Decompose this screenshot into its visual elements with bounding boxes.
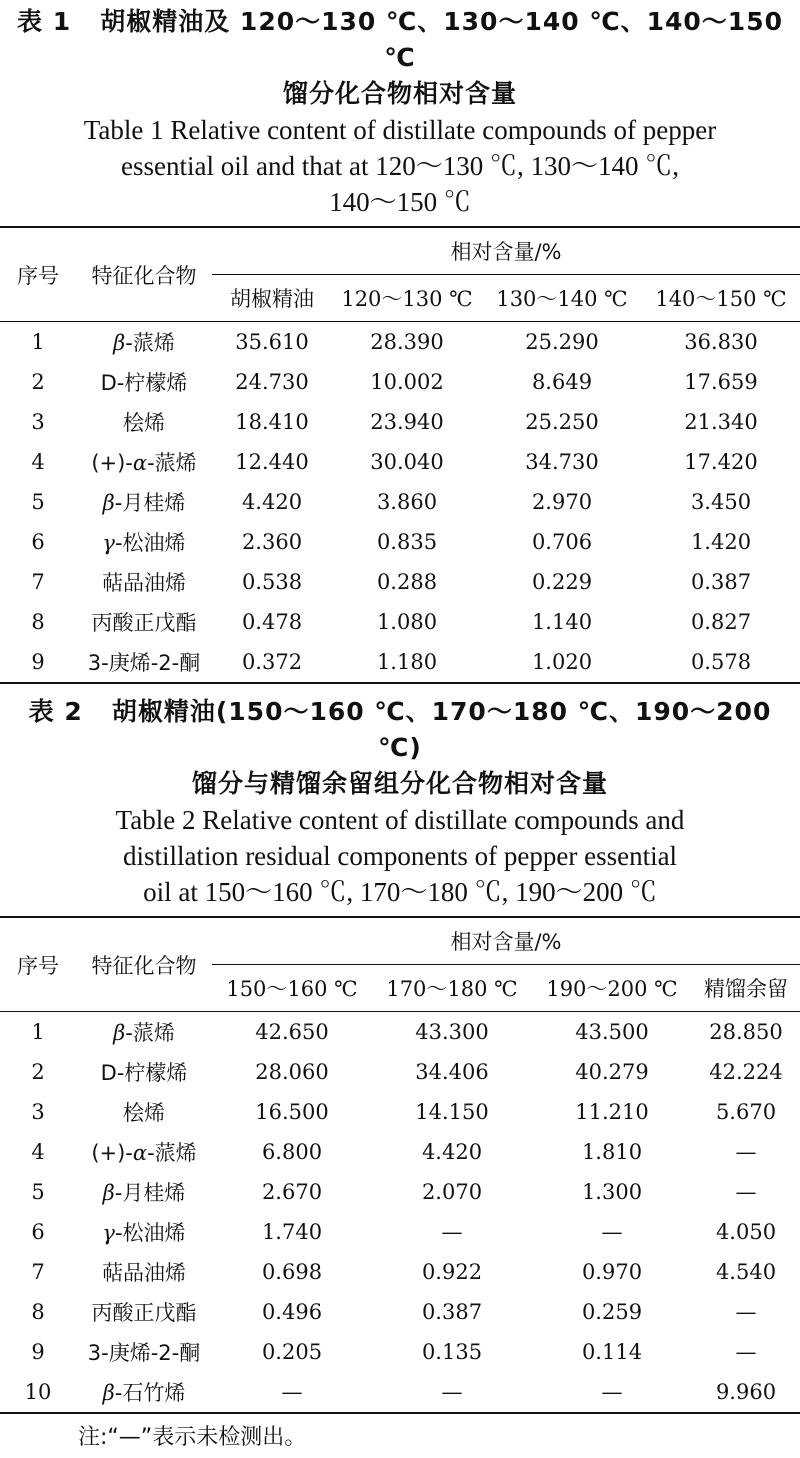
value-cell: 18.410: [235, 410, 309, 434]
value-cell: 11.210: [575, 1100, 649, 1124]
compound-name: β-月桂烯: [102, 1181, 186, 1205]
table1-header-group: 相对含量/%: [212, 227, 800, 275]
value-cell: 0.288: [376, 570, 438, 594]
row-number: 5: [31, 1180, 45, 1204]
row-number: 1: [31, 330, 45, 354]
compound-name: 萜品油烯: [102, 571, 186, 595]
table2-col-header: 150～160 ℃: [212, 965, 372, 1012]
table-row: [0, 1012, 800, 1053]
value-cell: 21.340: [684, 410, 758, 434]
table-row: [0, 1092, 800, 1132]
value-cell: 1.180: [332, 642, 482, 683]
value-cell: 34.406: [415, 1060, 489, 1084]
value-cell: 4.420: [241, 490, 303, 514]
table-row: [0, 1172, 800, 1212]
table-row: [0, 1132, 800, 1172]
row-number: 2: [31, 1060, 45, 1084]
value-cell: 1.740: [261, 1220, 323, 1244]
table-row: [0, 1332, 800, 1372]
value-cell: —: [735, 1180, 757, 1204]
compound-name: 3-庚烯-2-酮: [76, 642, 212, 683]
table-row: [0, 402, 800, 442]
value-cell: 0.835: [376, 530, 438, 554]
table2: [0, 916, 800, 1414]
compound-name: (+)-α-蒎烯: [91, 1141, 197, 1165]
value-cell: 0.698: [261, 1260, 323, 1284]
value-cell: 17.420: [684, 450, 758, 474]
value-cell: 43.300: [415, 1020, 489, 1044]
table1-col-header: 130～140 ℃: [482, 275, 642, 322]
value-cell: 2.970: [531, 490, 593, 514]
table2-caption-en-line2: distillation residual components of pepper essential: [122, 841, 678, 871]
value-cell: —: [372, 1372, 532, 1413]
value-cell: 0.706: [531, 530, 593, 554]
value-cell: 14.150: [415, 1100, 489, 1124]
table1-col-header: 140～150 ℃: [642, 275, 800, 322]
compound-name: 丙酸正戊酯: [91, 1301, 197, 1325]
table1-title-zh: 胡椒精油及 120～130 ℃、130～140 ℃、140～150 ℃: [100, 7, 783, 72]
value-cell: 42.650: [255, 1020, 329, 1044]
value-cell: 0.922: [421, 1260, 483, 1284]
value-cell: 36.830: [684, 330, 758, 354]
value-cell: 1.810: [581, 1140, 643, 1164]
row-number: 3: [31, 1100, 45, 1124]
value-cell: 3.860: [376, 490, 438, 514]
value-cell: —: [532, 1372, 692, 1413]
row-number: 8: [31, 610, 45, 634]
value-cell: 5.670: [715, 1100, 777, 1124]
value-cell: 0.578: [642, 642, 800, 683]
value-cell: 0.827: [690, 610, 752, 634]
value-cell: —: [212, 1372, 372, 1413]
value-cell: 10.002: [370, 370, 444, 394]
value-cell: 40.279: [575, 1060, 649, 1084]
table2-header-group: 相对含量/%: [212, 917, 800, 965]
value-cell: 17.659: [684, 370, 758, 394]
compound-name: β-石竹烯: [76, 1372, 212, 1413]
value-cell: 3.450: [690, 490, 752, 514]
table2-col-header: 精馏余留: [692, 965, 800, 1012]
table-row: [0, 642, 800, 683]
table1-col-header: 120～130 ℃: [332, 275, 482, 322]
compound-name: 桧烯: [123, 1101, 165, 1125]
table1-caption: [0, 0, 800, 220]
table2-title-zh: 胡椒精油(150～160 ℃、170～180 ℃、190～200 ℃): [111, 697, 772, 762]
value-cell: 4.050: [715, 1220, 777, 1244]
value-cell: 25.250: [525, 410, 599, 434]
value-cell: 0.538: [241, 570, 303, 594]
compound-name: β-月桂烯: [102, 491, 186, 515]
row-number: 7: [31, 570, 45, 594]
value-cell: 28.850: [709, 1020, 783, 1044]
value-cell: 9.960: [692, 1372, 800, 1413]
value-cell: 8.649: [531, 370, 593, 394]
row-number: 1: [31, 1020, 45, 1044]
value-cell: 34.730: [525, 450, 599, 474]
compound-name: 3-庚烯-2-酮: [87, 1341, 201, 1365]
value-cell: 2.670: [261, 1180, 323, 1204]
table2-col-header: 190～200 ℃: [532, 965, 692, 1012]
compound-name: γ-松油烯: [102, 1221, 186, 1245]
value-cell: —: [735, 1300, 757, 1324]
value-cell: 0.387: [421, 1300, 483, 1324]
table2-caption-en-line3: oil at 150～160 ℃, 170～180 ℃, 190～200 ℃: [143, 877, 657, 907]
table-row: [0, 1212, 800, 1252]
compound-name: γ-松油烯: [102, 531, 186, 555]
value-cell: 23.940: [370, 410, 444, 434]
value-cell: —: [735, 1340, 757, 1364]
row-number: 8: [31, 1300, 45, 1324]
value-cell: 2.360: [241, 530, 303, 554]
value-cell: 2.070: [421, 1180, 483, 1204]
compound-name: β-蒎烯: [113, 331, 175, 355]
row-number: 6: [31, 530, 45, 554]
value-cell: 4.540: [715, 1260, 777, 1284]
value-cell: 0.970: [581, 1260, 643, 1284]
value-cell: 1.080: [376, 610, 438, 634]
value-cell: —: [735, 1140, 757, 1164]
table1-header-compound: 特征化合物: [76, 227, 212, 322]
table2-caption-zh-line1: [12, 694, 788, 766]
compound-name: (+)-α-蒎烯: [91, 451, 197, 475]
value-cell: 0.387: [690, 570, 752, 594]
table1-caption-en-line2: essential oil and that at 120～130 ℃, 130～140 ℃,: [121, 151, 679, 181]
table1-caption-en-line1: Table 1 Relative content of distillate compounds of pepper: [83, 115, 717, 145]
compound-name: 萜品油烯: [102, 1261, 186, 1285]
value-cell: 0.114: [581, 1340, 643, 1364]
table-row: [0, 482, 800, 522]
table-row: [0, 1372, 800, 1413]
row-number: 9: [31, 1340, 45, 1364]
row-number: 7: [31, 1260, 45, 1284]
value-cell: 28.390: [370, 330, 444, 354]
table1-label: 表 1: [16, 7, 72, 36]
value-cell: 28.060: [255, 1060, 329, 1084]
value-cell: 43.500: [575, 1020, 649, 1044]
table2-caption-en-line1: Table 2 Relative content of distillate compounds and: [115, 805, 685, 835]
row-number: 2: [31, 370, 45, 394]
table1-header-no: 序号: [0, 227, 76, 322]
table2-label: 表 2: [28, 697, 83, 726]
table-row: [0, 322, 800, 363]
value-cell: 42.224: [709, 1060, 783, 1084]
value-cell: 1.420: [690, 530, 752, 554]
compound-name: 丙酸正戊酯: [91, 611, 197, 635]
table2-header-no: 序号: [0, 917, 76, 1012]
value-cell: 1.140: [531, 610, 593, 634]
value-cell: 30.040: [370, 450, 444, 474]
value-cell: 16.500: [255, 1100, 329, 1124]
value-cell: 0.478: [241, 610, 303, 634]
value-cell: 4.420: [421, 1140, 483, 1164]
value-cell: 0.496: [261, 1300, 323, 1324]
table-note: 注:“—”表示未检测出。: [78, 1425, 307, 1450]
value-cell: —: [601, 1220, 623, 1244]
value-cell: 0.372: [212, 642, 332, 683]
value-cell: 0.205: [261, 1340, 323, 1364]
table2-caption-zh-line2: 馏分与精馏余留组分化合物相对含量: [191, 769, 608, 798]
value-cell: —: [441, 1220, 463, 1244]
row-number: 5: [31, 490, 45, 514]
table-row: [0, 1052, 800, 1092]
value-cell: 1.020: [482, 642, 642, 683]
row-number: 10: [0, 1372, 76, 1413]
table-row: [0, 602, 800, 642]
value-cell: 6.800: [261, 1140, 323, 1164]
value-cell: 0.135: [421, 1340, 483, 1364]
table1-caption-zh-line2: 馏分化合物相对含量: [282, 79, 517, 108]
value-cell: 35.610: [235, 330, 309, 354]
table-row: [0, 1252, 800, 1292]
table-row: [0, 1292, 800, 1332]
row-number: 6: [31, 1220, 45, 1244]
table-row: [0, 362, 800, 402]
compound-name: 桧烯: [123, 411, 165, 435]
value-cell: 25.290: [525, 330, 599, 354]
table1-col-header: 胡椒精油: [212, 275, 332, 322]
value-cell: 1.300: [581, 1180, 643, 1204]
value-cell: 0.229: [531, 570, 593, 594]
table-row: [0, 442, 800, 482]
table1-caption-zh-line1: [12, 4, 788, 76]
value-cell: 0.259: [581, 1300, 643, 1324]
table2-col-header: 170～180 ℃: [372, 965, 532, 1012]
table-row: [0, 562, 800, 602]
table2-caption: [0, 684, 800, 910]
row-number: 3: [31, 410, 45, 434]
compound-name: D-柠檬烯: [100, 371, 188, 395]
row-number: 9: [0, 642, 76, 683]
compound-name: D-柠檬烯: [100, 1061, 188, 1085]
row-number: 4: [31, 1140, 45, 1164]
row-number: 4: [31, 450, 45, 474]
table2-header-compound: 特征化合物: [76, 917, 212, 1012]
compound-name: β-蒎烯: [113, 1021, 175, 1045]
table1-caption-en-line3: 140～150 ℃: [329, 187, 471, 217]
table-row: [0, 522, 800, 562]
value-cell: 24.730: [235, 370, 309, 394]
value-cell: 12.440: [235, 450, 309, 474]
table1: [0, 226, 800, 684]
